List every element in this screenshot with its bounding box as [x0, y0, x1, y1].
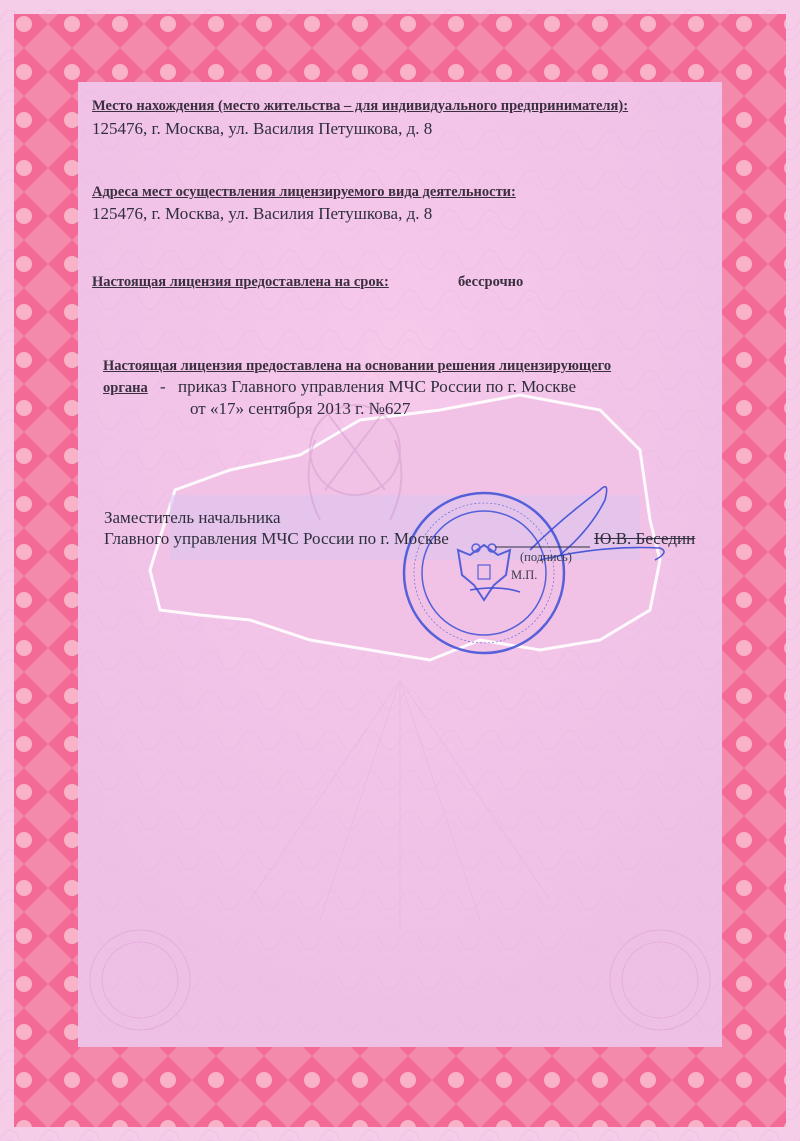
term-label: Настоящая лицензия предоставлена на срок: [92, 274, 389, 290]
stamp-caption: М.П. [511, 568, 538, 582]
term-value: бессрочно [458, 274, 524, 290]
activity-addresses-value: 125476, г. Москва, ул. Василия Петушкова, д. 8 [92, 204, 433, 223]
signer-position-line2: Главного управления МЧС России по г. Москве [104, 529, 449, 548]
signature-caption: (подпись) [520, 550, 572, 564]
basis-value-line2: от «17» сентября 2013 г. №627 [190, 399, 411, 418]
activity-addresses-label: Адреса мест осуществления лицензируемого вида деятельности: [92, 184, 516, 200]
signer-position-line1: Заместитель начальника [104, 508, 281, 527]
basis-label-line1: Настоящая лицензия предоставлена на основании решения лицензирующего [103, 358, 612, 374]
basis-dash: - [160, 377, 166, 396]
basis-label-line2: органа [103, 380, 148, 396]
address-label: Место нахождения (место жительства – для индивидуального предпринимателя): [92, 98, 629, 114]
basis-value-line1: приказ Главного управления МЧС России по г. Москве [178, 377, 576, 396]
address-value: 125476, г. Москва, ул. Василия Петушкова, д. 8 [92, 119, 433, 138]
signer-name: Ю.В. Беседин [594, 529, 696, 548]
